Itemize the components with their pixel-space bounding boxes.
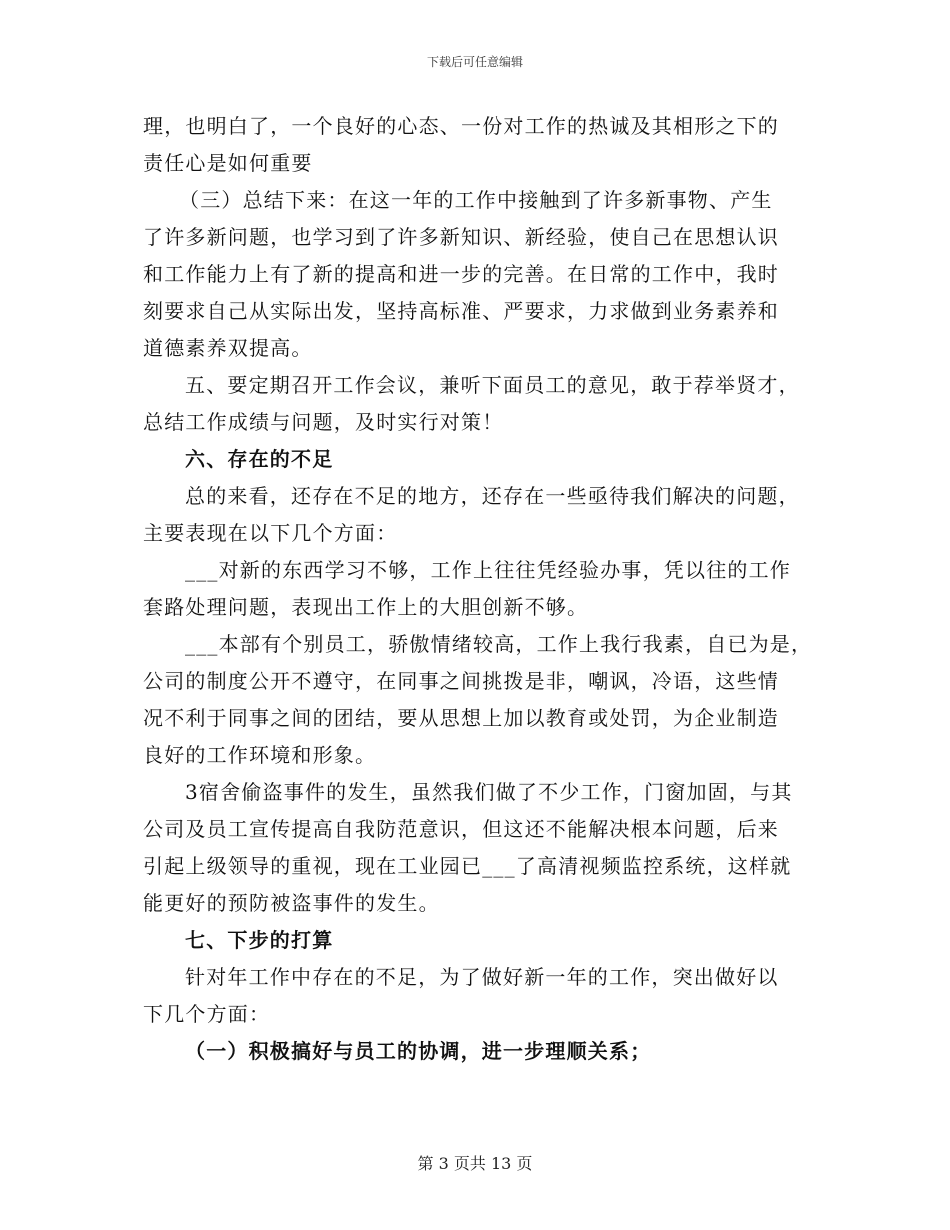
paragraph-line: 能更好的预防被盗事件的发生。 — [143, 891, 440, 915]
subsection-heading: （一）积极搞好与员工的协调，进一步理顺关系； — [185, 1039, 652, 1063]
page-header: 下载后可任意编辑 — [426, 55, 523, 69]
paragraph-line: 公司及员工宣传提高自我防范意识，但这还不能解决根本问题，后来 — [143, 817, 779, 841]
paragraph-line: 责任心是如何重要 — [143, 151, 313, 175]
paragraph-line: 理，也明白了，一个良好的心态、一份对工作的热诚及其相形之下的 — [143, 114, 779, 138]
paragraph-line: 下几个方面： — [143, 1002, 271, 1026]
paragraph-line: 针对年工作中存在的不足，为了做好新一年的工作，突出做好以 — [185, 965, 779, 989]
paragraph-line: 良好的工作环境和形象。 — [143, 743, 377, 767]
paragraph-line: 刻要求自己从实际出发，坚持高标准、严要求，力求做到业务素养和 — [143, 299, 779, 323]
paragraph-line: 总结工作成绩与问题，及时实行对策！ — [143, 410, 504, 434]
paragraph-line: 了许多新问题，也学习到了许多新知识、新经验，使自己在思想认识 — [143, 225, 779, 249]
paragraph-line: 引起上级领导的重视，现在工业园已___了高清视频监控系统，这样就 — [143, 854, 792, 878]
paragraph-line: 套路处理问题，表现出工作上的大胆创新不够。 — [143, 595, 589, 619]
document-body — [143, 108, 823, 1070]
paragraph-line: 公司的制度公开不遵守，在同事之间挑拨是非，嘲讽，冷语，这些情 — [143, 669, 779, 693]
section-heading: 六、存在的不足 — [185, 447, 334, 471]
paragraph-line: 总的来看，还存在不足的地方，还存在一些亟待我们解决的问题， — [185, 484, 800, 508]
paragraph-line: 主要表现在以下几个方面： — [143, 521, 398, 545]
paragraph-line: 道德素养双提高。 — [143, 336, 313, 360]
paragraph-line: 3宿舍偷盗事件的发生，虽然我们做了不少工作，门窗加固，与其 — [185, 780, 793, 804]
paragraph-line: 况不利于同事之间的团结，要从思想上加以教育或处罚，为企业制造 — [143, 706, 779, 730]
paragraph-line: ___本部有个别员工，骄傲情绪较高，工作上我行我素，自已为是， — [185, 632, 813, 656]
paragraph-line: 和工作能力上有了新的提高和进一步的完善。在日常的工作中，我时 — [143, 262, 779, 286]
paragraph-line: 五、要定期召开工作会议，兼听下面员工的意见，敢于荐举贤才， — [185, 373, 800, 397]
paragraph-line: ___对新的东西学习不够，工作上往往凭经验办事，凭以往的工作 — [185, 558, 791, 582]
page-number: 第 3 页共 13 页 — [417, 1154, 533, 1173]
paragraph-line: （三）总结下来：在这一年的工作中接触到了许多新事物、产生 — [179, 188, 773, 212]
section-heading: 七、下步的打算 — [185, 928, 334, 952]
